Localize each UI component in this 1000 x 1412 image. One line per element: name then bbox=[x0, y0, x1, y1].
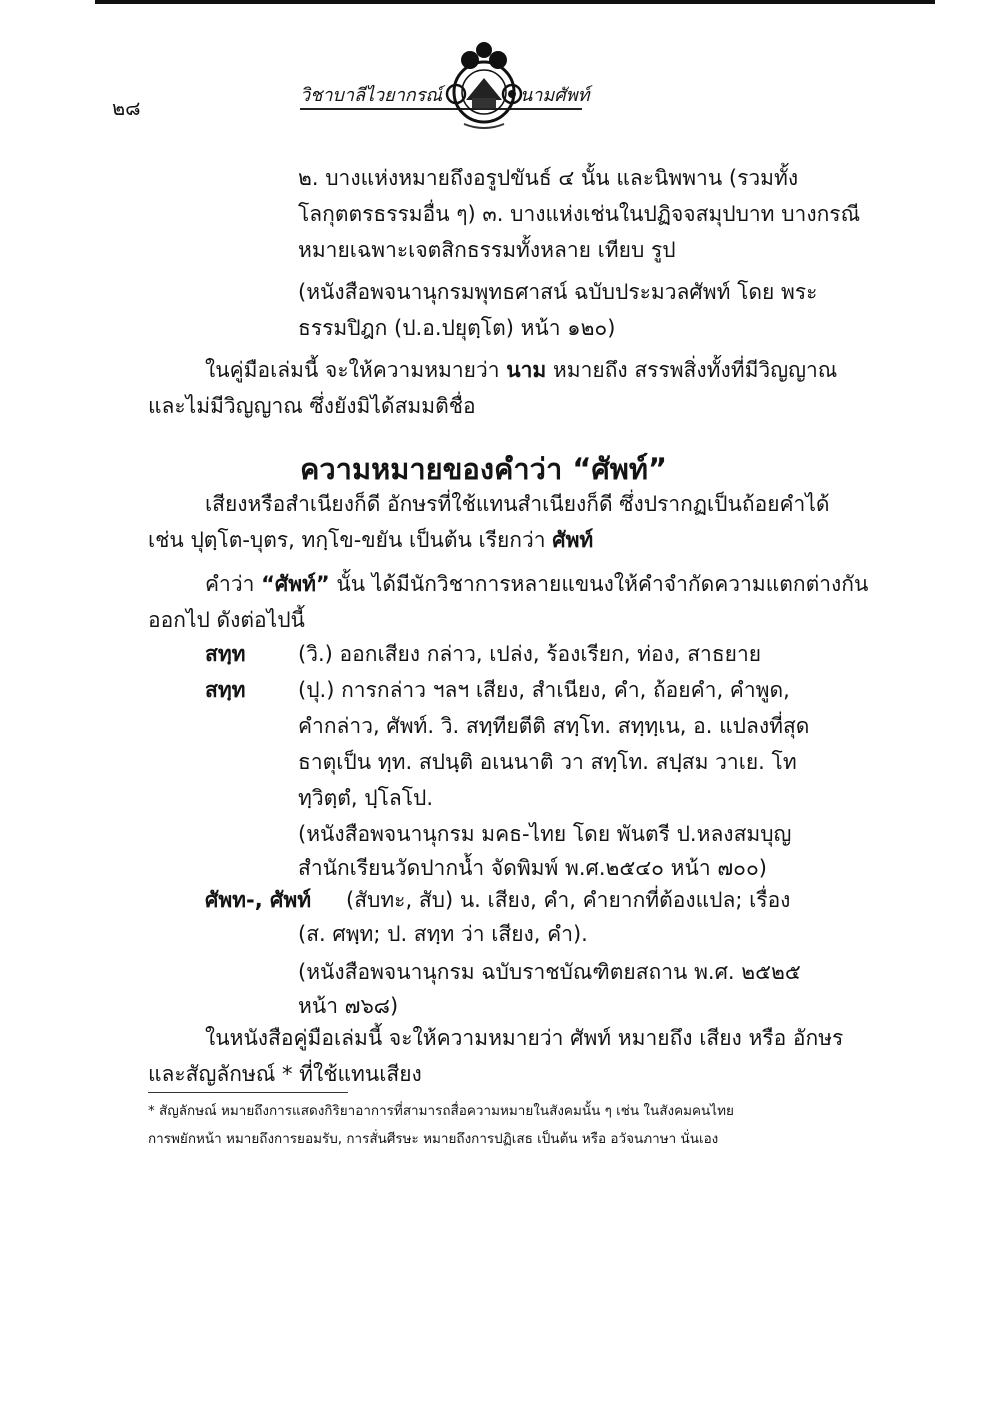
footnote-line: * สัญลักษณ์ หมายถึงการแสดงกิริยาอาการที่สามารถสื่อความหมายในสังคมนั้น ๆ เช่น ในสังคมคนไทย bbox=[148, 1103, 734, 1119]
paragraph-line: และสัญลักษณ์ * ที่ใช้แทนเสียง bbox=[148, 1062, 422, 1086]
paragraph-line: ในหนังสือคู่มือเล่มนี้ จะให้ความหมายว่า ศัพท์ หมายถึง เสียง หรือ อักษร bbox=[205, 1026, 844, 1050]
text-line: หมายเฉพาะเจตสิกธรรมทั้งหลาย เทียบ รูป bbox=[298, 238, 676, 262]
reference-line: สำนักเรียนวัดปากน้ำ จัดพิมพ์ พ.ศ.๒๕๔๐ หน้า ๗๐๐) bbox=[298, 856, 767, 880]
top-rule bbox=[95, 0, 935, 4]
reference-line: ธรรมปิฎก (ป.อ.ปยุตฺโต) หน้า ๑๒๐) bbox=[298, 316, 616, 340]
reference-line: (หนังสือพจนานุกรม มคธ-ไทย โดย พันตรี ป.หลงสมบุญ bbox=[298, 822, 792, 846]
running-header-right: นามศัพท์ bbox=[520, 85, 590, 106]
definition-text: ธาตุเป็น ทฺท. สปนฺติ อเนนาติ วา สทฺโท. สปฺสม วาเย. โท bbox=[298, 750, 797, 774]
reference-line: หน้า ๗๖๘) bbox=[298, 994, 399, 1018]
definition-text: ทฺวิตฺตํ, ปฺโลโป. bbox=[298, 786, 434, 810]
running-header-left: วิชาบาลีไวยากรณ์ bbox=[300, 85, 443, 106]
text-span: นั้น ได้มีนักวิชาการหลายแขนงให้คำจำกัดความแตกต่างกัน bbox=[329, 572, 869, 596]
definition-text: คำกล่าว, ศัพท์. วิ. สทฺทียตีติ สทฺโท. สทฺทฺเน, อ. แปลงที่สุด bbox=[298, 714, 810, 738]
bold-term: นาม bbox=[506, 358, 547, 382]
reference-line: (หนังสือพจนานุกรม ฉบับราชบัณฑิตยสถาน พ.ศ. ๒๕๒๕ bbox=[298, 960, 801, 984]
reference-line: (หนังสือพจนานุกรมพุทธศาสน์ ฉบับประมวลศัพท์ โดย พระ bbox=[298, 280, 818, 304]
text-span: ในคู่มือเล่มนี้ จะให้ความหมายว่า bbox=[205, 358, 507, 382]
text-span: คำว่า bbox=[205, 572, 262, 596]
footnote-line: การพยักหน้า หมายถึงการยอมรับ, การสั่นศีรษะ หมายถึงการปฏิเสธ เป็นต้น หรือ อวัจนภาษา นั่นเอง bbox=[148, 1131, 719, 1147]
definition-text: (วิ.) ออกเสียง กล่าว, เปล่ง, ร้องเรียก, ท่อง, สาธยาย bbox=[298, 642, 762, 666]
paragraph-line bbox=[205, 354, 837, 386]
paragraph-line: และไม่มีวิญญาณ ซึ่งยังมิได้สมมติชื่อ bbox=[148, 394, 476, 418]
paragraph-line: ออกไป ดังต่อไปนี้ bbox=[148, 608, 305, 632]
section-heading: ความหมายของคำว่า “ศัพท์” bbox=[300, 452, 668, 486]
paragraph-line: เสียงหรือสำเนียงก็ดี อักษรที่ใช้แทนสำเนียงก็ดี ซึ่งปรากฏเป็นถ้อยคำได้ bbox=[205, 492, 830, 516]
bold-term: “ศัพท์” bbox=[261, 572, 330, 596]
definition-text: (ปุ.) การกล่าว ฯลฯ เสียง, สำเนียง, คำ, ถ้อยคำ, คำพูด, bbox=[298, 678, 790, 702]
definition-term: สทฺท bbox=[205, 642, 246, 666]
definition-text: (สับทะ, สับ) น. เสียง, คำ, คำยากที่ต้องแปล; เรื่อง bbox=[346, 888, 791, 912]
bold-term: ศัพท์ bbox=[552, 528, 594, 552]
text-span: หมายถึง สรรพสิ่งทั้งที่มีวิญญาณ bbox=[546, 358, 838, 382]
institution-emblem-logo bbox=[436, 38, 532, 134]
page-number: ๒๘ bbox=[112, 96, 141, 120]
definition-term: ศัพท-, ศัพท์ bbox=[205, 888, 312, 912]
paragraph-line bbox=[148, 524, 593, 556]
definition-text: (ส. ศพฺท; ป. สทฺท ว่า เสียง, คำ). bbox=[298, 922, 588, 946]
paragraph-line bbox=[205, 568, 868, 600]
footnote-rule bbox=[148, 1092, 348, 1093]
text-line: ๒. บางแห่งหมายถึงอรูปขันธ์ ๔ นั้น และนิพพาน (รวมทั้ง bbox=[298, 166, 799, 190]
text-span: เช่น ปุตฺโต-บุตร, ทกฺโข-ขยัน เป็นต้น เรียกว่า bbox=[148, 528, 553, 552]
text-line: โลกุตตรธรรมอื่น ๆ) ๓. บางแห่งเช่นในปฏิจจสมุปบาท บางกรณี bbox=[298, 202, 861, 226]
definition-term: สทฺท bbox=[205, 678, 246, 702]
